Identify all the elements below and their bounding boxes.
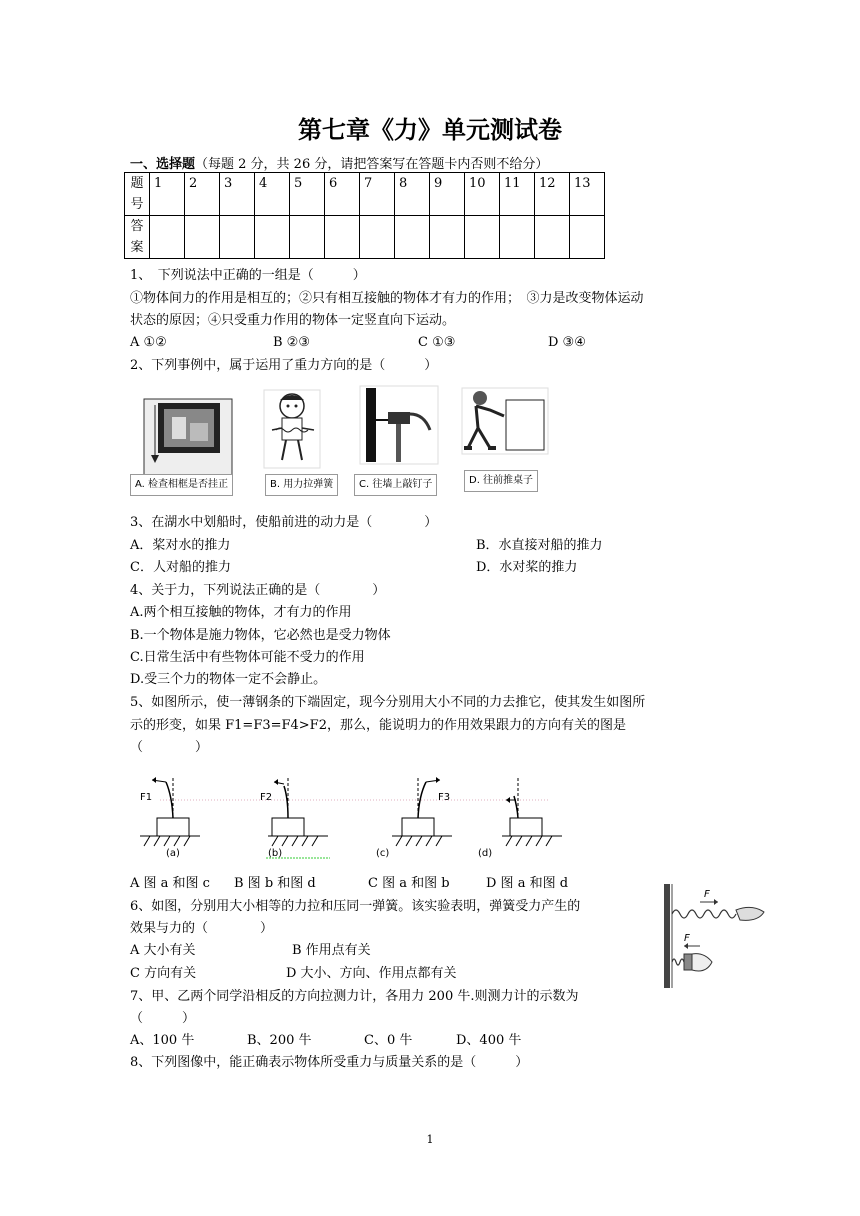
q5-option-b: B 图 b 和图 d [234, 876, 316, 891]
question-number-cell: 4 [255, 173, 290, 216]
question-number-cell: 12 [535, 173, 570, 216]
question-number-cell: 9 [430, 173, 465, 216]
figure-label-d: (d) [478, 848, 493, 859]
q4-option-c: C.日常生活中有些物体可能不受力的作用 [130, 650, 365, 665]
question-number-cell: 11 [500, 173, 535, 216]
row-header-answer: 答 案 [125, 216, 150, 259]
q6-option-c: C 方向有关 [130, 966, 197, 981]
q3-option-b: B．水直接对船的推力 [476, 538, 603, 553]
push-desk-figure [460, 386, 550, 456]
answer-cell[interactable] [570, 216, 605, 259]
q6-option-d: D 大小、方向、作用点都有关 [286, 966, 457, 981]
picture-frame-plumb-figure [138, 393, 238, 478]
q7-stem-line1: 7、甲、乙两个同学沿相反的方向拉测力计，各用力 200 牛.则测力计的示数为 [130, 989, 579, 1004]
q5-stem-line1: 5、如图所示，使一薄钢条的下端固定，现今分别用大小不同的力去推它，使其发生如图所 [130, 695, 646, 710]
q1-option-d: D ③④ [548, 335, 586, 350]
answer-cell[interactable] [360, 216, 395, 259]
q6-stem-line1: 6、如图，分别用大小相等的力拉和压同一弹簧。该实验表明，弹簧受力产生的 [130, 899, 581, 914]
q2-caption-a: A. 检查相框是否挂正 [130, 474, 233, 496]
section-note: （每题 2 分，共 26 分，请把答案写在答题卡内否则不给分） [195, 157, 549, 172]
steel-strip-figure [130, 768, 570, 864]
question-number-cell: 1 [150, 173, 185, 216]
q7-stem-line2: （ ） [130, 1011, 196, 1026]
answer-cell[interactable] [500, 216, 535, 259]
q7-option-b: B、200 牛 [247, 1033, 312, 1048]
q6-option-b: B 作用点有关 [292, 943, 371, 958]
q6-force-label-top: F [704, 889, 710, 900]
spring-stretch-figure [262, 388, 322, 470]
answer-cell[interactable] [220, 216, 255, 259]
hammer-nail-figure [358, 384, 440, 466]
q7-option-c: C、0 牛 [364, 1033, 413, 1048]
q7-option-a: A、100 牛 [130, 1033, 195, 1048]
q2-caption-d: D. 往前推桌子 [464, 470, 538, 492]
table-row [125, 216, 605, 259]
force-label-f2: F2 [260, 792, 273, 803]
q1-option-a: A ①② [130, 335, 167, 350]
q8-stem: 8、下列图像中，能正确表示物体所受重力与质量关系的是（ ） [130, 1055, 529, 1070]
q2-caption-c: C. 往墙上敲钉子 [354, 474, 437, 496]
q5-stem-line2: 示的形变，如果 F1=F3=F4>F2，那么，能说明力的作用效果跟力的方向有关的图是 [130, 718, 626, 733]
q4-option-d: D.受三个力的物体一定不会静止。 [130, 672, 327, 687]
answer-cell[interactable] [430, 216, 465, 259]
figure-label-b: (b) [268, 848, 283, 859]
q1-option-b: B ②③ [273, 335, 310, 350]
section-title: 一、选择题 [130, 157, 196, 172]
answer-cell[interactable] [535, 216, 570, 259]
q1-option-c: C ①③ [418, 335, 456, 350]
q1-body-line1: ①物体间力的作用是相互的；②只有相互接触的物体才有力的作用； ③力是改变物体运动 [130, 291, 644, 306]
q2-caption-b: B. 用力拉弹簧 [265, 474, 338, 496]
q5-option-c: C 图 a 和图 b [368, 876, 450, 891]
q3-option-a: A．桨对水的推力 [130, 538, 231, 553]
q6-option-a: A 大小有关 [130, 943, 196, 958]
q3-option-d: D．水对桨的推力 [476, 560, 578, 575]
q6-force-label-bottom: F [684, 933, 690, 944]
q2-stem: 2、下列事例中，属于运用了重力方向的是（ ） [130, 358, 438, 373]
answer-cell[interactable] [395, 216, 430, 259]
q1-body-line2: 状态的原因；④只受重力作用的物体一定竖直向下运动。 [130, 313, 456, 328]
q4-option-b: B.一个物体是施力物体，它必然也是受力物体 [130, 628, 391, 643]
table-row [125, 173, 605, 216]
q5-option-d: D 图 a 和图 d [486, 876, 569, 891]
q3-option-c: C．人对船的推力 [130, 560, 231, 575]
answer-cell[interactable] [185, 216, 220, 259]
q7-option-d: D、400 牛 [456, 1033, 522, 1048]
figure-label-c: (c) [376, 848, 390, 859]
row-header-number: 题 号 [125, 173, 150, 216]
section-heading [130, 153, 548, 172]
question-number-cell: 5 [290, 173, 325, 216]
q6-stem-line2: 效果与力的（ ） [130, 921, 274, 936]
page-number: 1 [426, 1133, 434, 1146]
answer-cell[interactable] [325, 216, 360, 259]
force-label-f3: F3 [438, 792, 451, 803]
answer-cell[interactable] [465, 216, 500, 259]
q1-stem: 1、 下列说法中正确的一组是（ ） [130, 268, 366, 283]
answer-table [124, 172, 605, 259]
force-label-f1: F1 [140, 792, 153, 803]
q5-stem-line3: （ ） [130, 740, 209, 755]
figure-label-a: (a) [166, 848, 180, 859]
spring-push-pull-figure [660, 882, 772, 990]
answer-cell[interactable] [290, 216, 325, 259]
question-number-cell: 3 [220, 173, 255, 216]
q3-stem: 3、在湖水中划船时，使船前进的动力是（ ） [130, 515, 438, 530]
question-number-cell: 6 [325, 173, 360, 216]
answer-cell[interactable] [255, 216, 290, 259]
page-title: 第七章《力》单元测试卷 [298, 116, 562, 144]
answer-cell[interactable] [150, 216, 185, 259]
question-number-cell: 7 [360, 173, 395, 216]
question-number-cell: 8 [395, 173, 430, 216]
q4-option-a: A.两个相互接触的物体，才有力的作用 [130, 605, 352, 620]
question-number-cell: 13 [570, 173, 605, 216]
q5-option-a: A 图 a 和图 c [130, 876, 210, 891]
q4-stem: 4、关于力，下列说法正确的是（ ） [130, 583, 386, 598]
question-number-cell: 10 [465, 173, 500, 216]
question-number-cell: 2 [185, 173, 220, 216]
